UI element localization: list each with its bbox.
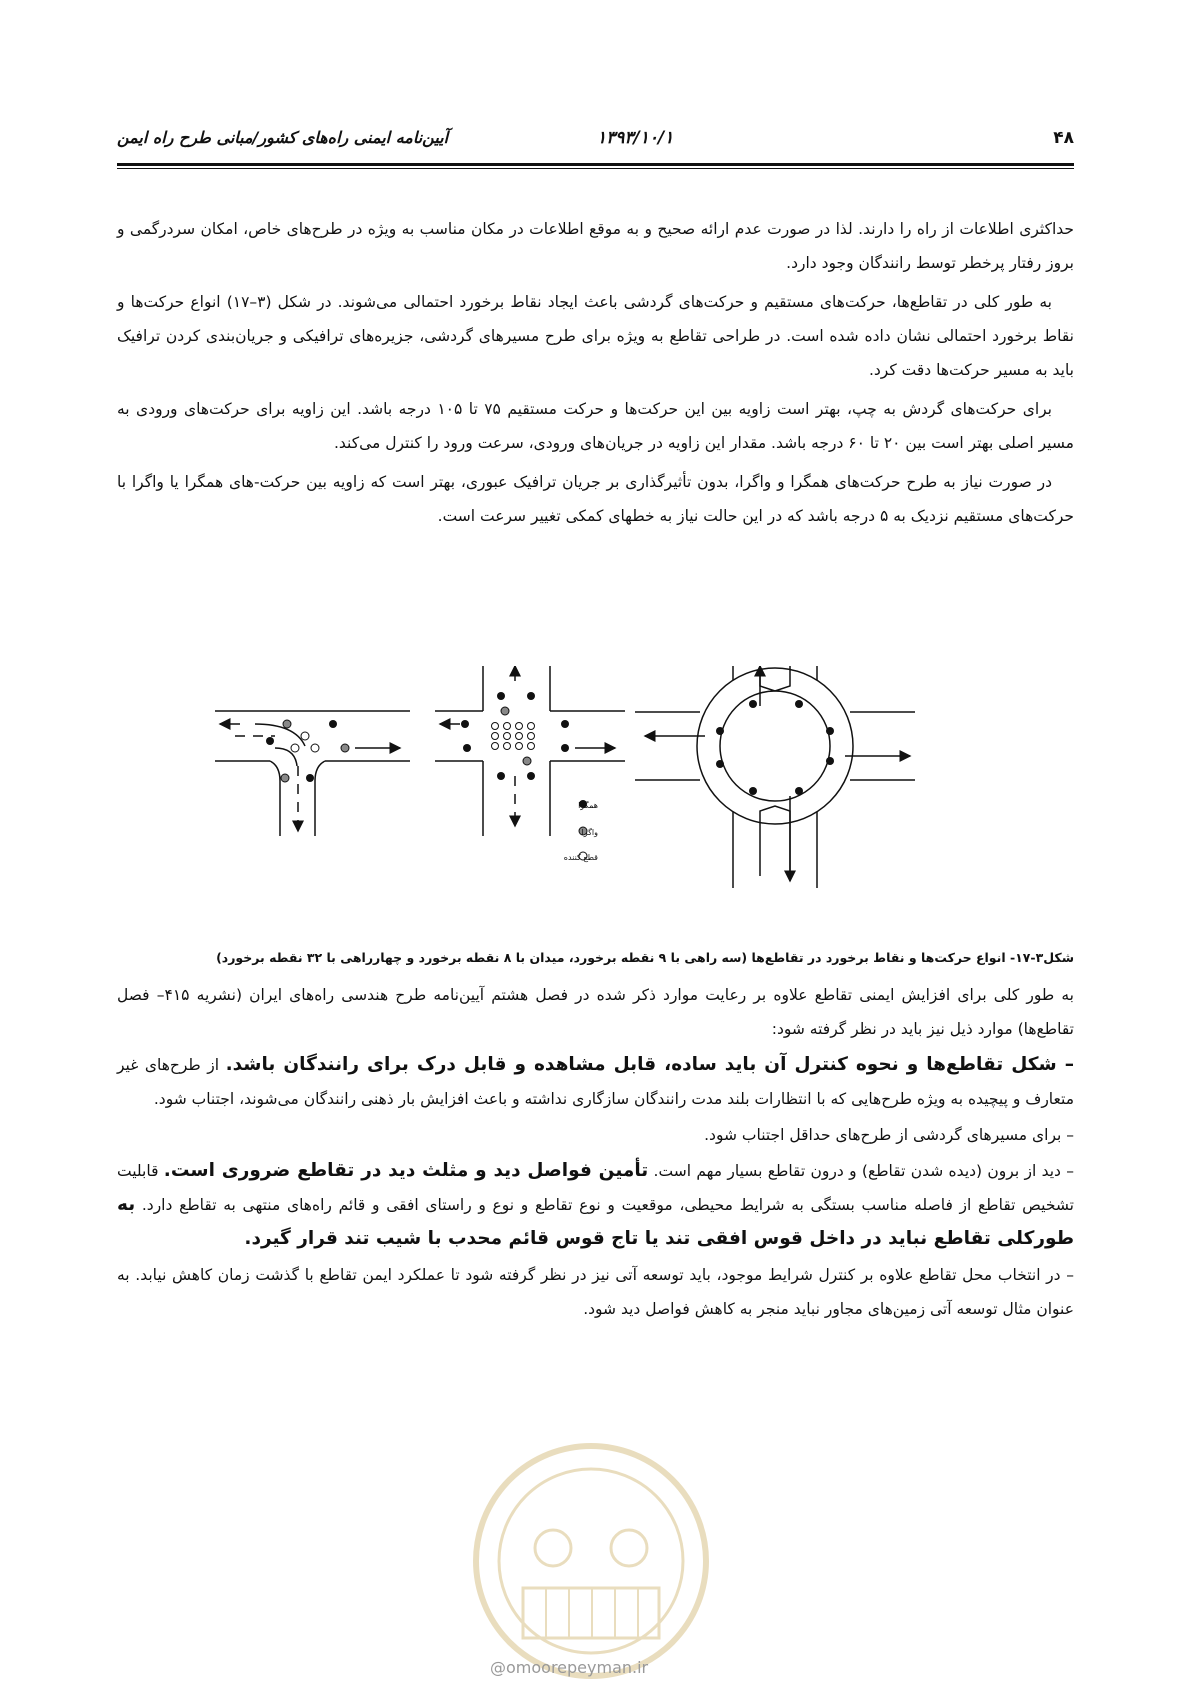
seal-watermark: [468, 1438, 714, 1684]
header-date: ۱۳۹۳/۱۰/۱: [597, 128, 674, 148]
legend-diverge-label: واگرا: [581, 828, 598, 837]
watermark-site: @omoorepeyman.ir: [490, 1658, 649, 1677]
body-text-bottom: [117, 978, 1074, 1328]
paragraph: [117, 1154, 1074, 1256]
figure-caption: شکل۳-۱۷- انواع حرکت‌ها و نقاط برخورد در تقاطع‌ها (سه راهی با ۹ نقطه برخورد، میدان با ۸ نقطه برخورد و چهارراهی با ۳۲ نقطه برخورد): [216, 950, 1074, 965]
paragraph: به طور کلی برای افزایش ایمنی تقاطع علاوه بر رعایت موارد ذکر شده در فصل هشتم آیین‌نامه طرح هندسی راه‌های ایران (نشریه ۴۱۵– فصل تقاطع‌ها) موارد ذیل نیز باید در نظر گرفته شود:: [117, 986, 1074, 1038]
conflict-legend: [564, 800, 598, 862]
paragraph: – برای مسیرهای گردشی از طرح‌های حداقل اجتناب شود.: [704, 1126, 1074, 1144]
four-way-intersection: [435, 666, 625, 836]
body-text-top: [117, 212, 1074, 538]
legend-merge-label: همگرا: [578, 801, 598, 810]
bold-statement: تأمین فواصل دید و مثلث دید در تقاطع ضروری است.: [163, 1160, 649, 1181]
header-title: آیین‌نامه ایمنی راه‌های کشور/مبانی طرح راه ایمن: [117, 128, 449, 147]
paragraph: حداکثری اطلاعات از راه را دارند. لذا در صورت عدم ارائه صحیح و به موقع اطلاعات در مکان مناسب به ویژه در طرح‌های خاص، امکان سردرگمی و بروز رفتار پرخطر توسط رانندگان وجود دارد.: [117, 220, 1074, 272]
paragraph: به طور کلی در تقاطع‌ها، حرکت‌های مستقیم و حرکت‌های گردشی باعث ایجاد نقاط برخورد احتمالی می‌شوند. در شکل (۳–۱۷) انواع حرکت‌ها و نقاط برخورد احتمالی نشان داده شده است. در طراحی تقاطع به ویژه برای طرح مسیرهای گردشی، جزیره‌های ترافیکی و جریان‌بندی کردن ترافیک باید به مسیر حرکت‌ها دقت کرد.: [117, 293, 1074, 379]
page-header: [117, 128, 1074, 164]
paragraph-text: قابلیت تشخیص تقاطع از فاصله مناسب بستگی به شرایط محیطی، موقعیت و نوع تقاطع و نوع و راستای افقی و قائم راه‌های منتهی به تقاطع دارد.: [117, 1162, 1074, 1214]
page-number: ۴۸: [1053, 128, 1074, 148]
roundabout: [635, 666, 915, 888]
header-rule-thin: [117, 168, 1074, 169]
roundabout-conflict-points: [716, 700, 834, 795]
four-way-conflict-points: [461, 692, 569, 780]
paragraph: برای حرکت‌های گردش به چپ، بهتر است زاویه بین این حرکت‌ها و حرکت مستقیم ۷۵ تا ۱۰۵ درجه باشد. این زاویه برای حرکت‌های ورودی به مسیر اصلی بهتر است بین ۲۰ تا ۶۰ درجه باشد. مقدار این زاویه در جریان‌های ورودی، سرعت ورود را کنترل می‌کند.: [117, 400, 1074, 452]
bold-statement: – شکل تقاطع‌ها و نحوه کنترل آن باید ساده، قابل مشاهده و قابل درک برای رانندگان باشد.: [225, 1054, 1074, 1075]
header-rule-thick: [117, 163, 1074, 166]
legend-crossing-label: قطع کننده: [563, 853, 598, 862]
paragraph: – در انتخاب محل تقاطع علاوه بر کنترل شرایط موجود، باید توسعه آتی نیز در نظر گرفته شود تا عملکرد ایمن تقاطع با گذشت زمان کاهش نیابد. به عنوان مثال توسعه آتی زمین‌های مجاور نباید منجر به کاهش فواصل دید شود.: [117, 1266, 1074, 1318]
bold-statement: به طورکلی تقاطع نباید در داخل قوس افقی تند یا تاج قوس قائم محدب با شیب تند قرار گیرد.: [117, 1194, 1074, 1249]
paragraph-text: از طرح‌های غیر متعارف و پیچیده به ویژه طرح‌هایی که با انتظارات بلند مدت رانندگان سازگاری نداشته و باعث افزایش بار ذهنی رانندگان می‌شوند، اجتناب شود.: [117, 1056, 1074, 1108]
paragraph: [117, 1048, 1074, 1116]
t-intersection: [215, 711, 410, 836]
intersection-conflict-diagram: [215, 666, 933, 936]
paragraph: در صورت نیاز به طرح حرکت‌های همگرا و واگرا، بدون تأثیرگذاری بر جریان ترافیک عبوری، بهتر است که زاویه بین حرکت-های همگرا یا واگرا با حرکت‌های مستقیم نزدیک به ۵ درجه باشد که در این حالت نیاز به خطهای کمکی تغییر سرعت است.: [117, 473, 1074, 525]
paragraph-text: – دید از برون (دیده شدن تقاطع) و درون تقاطع بسیار مهم است.: [648, 1162, 1074, 1180]
